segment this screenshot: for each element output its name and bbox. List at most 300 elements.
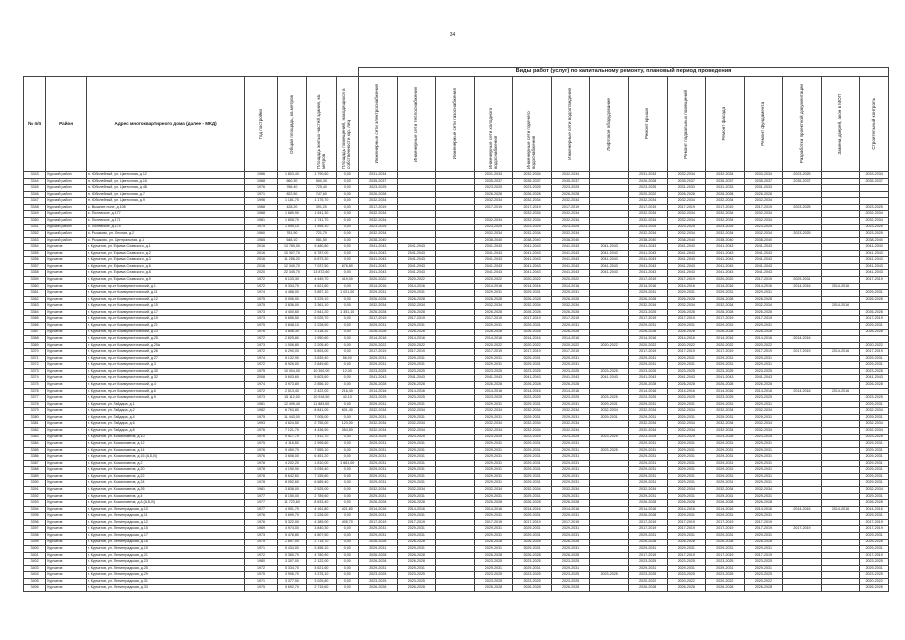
table-cell: 2035-2037 — [706, 178, 745, 185]
table-cell: 2014-2016 — [783, 283, 822, 290]
table-cell: 2029-2031 — [474, 526, 513, 533]
table-cell: 2041-2043 — [397, 375, 436, 382]
table-cell: 2038-2040 — [706, 237, 745, 244]
table-cell: 2029-2031 — [667, 322, 706, 329]
table-cell: Курчатов — [46, 500, 87, 507]
table-cell: 1 790,60 — [307, 172, 336, 179]
table-cell: 2020-2022 — [628, 191, 667, 198]
table-cell: 11 258,20 — [277, 257, 306, 264]
table-cell: г. Курчатов, ул. Космонавтов, д.26 — [86, 487, 244, 494]
table-cell: 1 175,70 — [307, 198, 336, 205]
table-cell: 4 116,50 — [277, 441, 306, 448]
table-cell: 2035-2037 — [860, 178, 889, 185]
table-cell: 2032-2034 — [590, 408, 629, 415]
table-cell: 1978 — [245, 473, 277, 480]
table-cell: 11 883,60 — [307, 401, 336, 408]
table-cell: 2020-2022 — [860, 342, 889, 349]
table-cell: 2026-2028 — [744, 539, 783, 546]
table-cell: г. Курчатов, пр-кт Коммунистический, д.26 — [86, 349, 244, 356]
table-cell: 2032-2034 — [667, 198, 706, 205]
table-cell: 15 112,00 — [277, 395, 306, 402]
table-cell: 2023-2025 — [474, 434, 513, 441]
table-cell: 2029-2031 — [397, 362, 436, 369]
table-cell: 2041-2043 — [551, 250, 590, 257]
table-cell: 2023-2025 — [667, 368, 706, 375]
table-cell: 2023-2025 — [706, 434, 745, 441]
table-cell: 3380 — [24, 414, 46, 421]
table-cell: 747,60 — [307, 191, 336, 198]
table-cell: 2020-2022 — [551, 277, 590, 284]
table-cell: 1 950,60 — [307, 336, 336, 343]
table-cell: 2029-2031 — [551, 362, 590, 369]
table-cell: 2029-2031 — [513, 401, 552, 408]
table-cell: 2032-2034 — [474, 487, 513, 494]
table-cell: Курчатов — [46, 559, 87, 566]
table-cell: 2041-2043 — [706, 270, 745, 277]
table-cell: 2014-2016 — [628, 336, 667, 343]
table-cell: 2026-2028 — [628, 585, 667, 592]
table-cell: 3363 — [24, 303, 46, 310]
table-cell: 2032-2034 — [474, 217, 513, 224]
table-cell: 2029-2031 — [706, 290, 745, 297]
table-cell: 1976 — [245, 185, 277, 192]
table-cell: 0,00 — [336, 473, 358, 480]
table-cell: 0,00 — [336, 185, 358, 192]
table-cell: 2023-2025 — [474, 185, 513, 192]
table-cell: 2029-2031 — [474, 532, 513, 539]
table-cell: 0,00 — [336, 191, 358, 198]
table-cell: 1 595,10 — [307, 224, 336, 231]
table-cell: 4 621,60 — [307, 565, 336, 572]
table-cell: 1975 — [245, 303, 277, 310]
table-cell: 3 361,10 — [307, 303, 336, 310]
table-cell: 2014-2016 — [821, 283, 860, 290]
table-cell: 2029-2031 — [551, 526, 590, 533]
table-cell: 2026-2028 — [860, 296, 889, 303]
table-cell: 2017-2019 — [551, 519, 590, 526]
table-cell: 2026-2028 — [474, 585, 513, 592]
table-cell: 2029-2031 — [474, 513, 513, 520]
table-cell: 676,80 — [336, 263, 358, 270]
table-cell: 13 872,60 — [307, 270, 336, 277]
table-cell: г. Курчатов, пр-кт Коммунистический, д.4 — [86, 382, 244, 389]
table-cell: 2026-2028 — [397, 296, 436, 303]
table-cell: 1975 — [245, 414, 277, 421]
table-cell: 216,40 — [336, 388, 358, 395]
table-cell: 0,00 — [336, 231, 358, 238]
table-cell: 8 926,00 — [277, 362, 306, 369]
table-cell: Курчатов — [46, 263, 87, 270]
header-work-col: Лифтовое оборудование — [590, 77, 629, 172]
table-cell: 2029-2031 — [397, 467, 436, 474]
table-cell: 2023-2025 — [513, 395, 552, 402]
table-cell: 2029-2031 — [397, 447, 436, 454]
table-cell: 2029-2031 — [474, 493, 513, 500]
table-cell: 3 840,30 — [307, 526, 336, 533]
table-cell: 2017-2019 — [667, 204, 706, 211]
table-cell: 7 412,70 — [307, 434, 336, 441]
table-cell: Курчатов — [46, 349, 87, 356]
table-cell: г. Курчатов, пр-кт Коммунистический, д.21 — [86, 322, 244, 329]
table-cell: 2032-2034 — [667, 231, 706, 238]
table-cell: 2041-2043 — [860, 270, 889, 277]
table-cell: 2029-2031 — [628, 565, 667, 572]
table-cell: 0,00 — [336, 283, 358, 290]
table-cell: 2029-2031 — [744, 467, 783, 474]
table-cell: 2029-2031 — [551, 532, 590, 539]
table-cell: 2017-2019 — [860, 316, 889, 323]
table-cell: 2029-2031 — [513, 441, 552, 448]
table-cell: 9 517,70 — [277, 434, 306, 441]
table-cell: 2032-2034 — [628, 198, 667, 205]
table-cell: 2029-2031 — [860, 414, 889, 421]
table-cell: 3 838,00 — [277, 487, 306, 494]
table-cell: 2026-2028 — [359, 559, 398, 566]
table-cell: 2029-2031 — [551, 355, 590, 362]
table-cell: 2038-2040 — [667, 237, 706, 244]
table-cell: г. Курчатов, ул. Гайдара, д.6 — [86, 421, 244, 428]
table-cell: 2023-2025 — [860, 559, 889, 566]
table-cell: 1974 — [245, 355, 277, 362]
table-cell: 6 689,40 — [307, 480, 336, 487]
table-cell: 1975 — [245, 224, 277, 231]
table-cell: 3404 — [24, 572, 46, 579]
table-cell: Курчатов — [46, 460, 87, 467]
table-cell: 0,00 — [336, 204, 358, 211]
table-cell: 2029-2031 — [513, 414, 552, 421]
table-cell: 2026-2028 — [359, 382, 398, 389]
table-cell: 2023-2025 — [397, 434, 436, 441]
table-cell: 3368 — [24, 336, 46, 343]
table-cell: 2041-2043 — [860, 257, 889, 264]
table-cell: г. Курчатов, ул. Космонавтов, д.4 — [86, 493, 244, 500]
table-cell: 2023-2025 — [667, 395, 706, 402]
table-cell: 2029-2031 — [706, 454, 745, 461]
table-cell: Курчатов — [46, 480, 87, 487]
table-cell: 2029-2031 — [667, 546, 706, 553]
table-cell: 5 603,60 — [307, 375, 336, 382]
table-cell: 2023-2025 — [513, 368, 552, 375]
table-cell: 2032-2034 — [667, 421, 706, 428]
table-cell: 3346 — [24, 191, 46, 198]
table-cell: 1973 — [245, 342, 277, 349]
table-cell: 1980 — [245, 559, 277, 566]
table-cell: г. Курчатов, ул. Ефима Славского, д.2 — [86, 250, 244, 257]
table-cell: 2032-2034 — [860, 217, 889, 224]
table-cell: 5 132,90 — [277, 355, 306, 362]
table-cell: 2026-2028 — [359, 309, 398, 316]
table-cell: 2023-2025 — [860, 572, 889, 579]
table-cell: 2023-2025 — [551, 572, 590, 579]
table-cell: 725,40 — [307, 185, 336, 192]
table-cell: 3 699,70 — [277, 513, 306, 520]
table-cell: 5 603,60 — [277, 375, 306, 382]
table-cell: 2026-2028 — [744, 500, 783, 507]
table-cell: 1973 — [245, 316, 277, 323]
table-cell: Курчатов — [46, 322, 87, 329]
table-cell: 1981 — [245, 487, 277, 494]
table-cell: 12,00 — [336, 368, 358, 375]
table-cell: 354,50 — [336, 427, 358, 434]
table-cell: 2032-2034 — [359, 231, 398, 238]
table-cell: 22 345,70 — [277, 270, 306, 277]
table-cell: Курчатов — [46, 408, 87, 415]
table-cell: 56,00 — [336, 355, 358, 362]
table-cell: 0,00 — [336, 565, 358, 572]
table-cell: 1975 — [245, 368, 277, 375]
table-cell: 2029-2031 — [474, 401, 513, 408]
table-cell: 2029-2031 — [667, 532, 706, 539]
table-cell: 2017-2019 — [706, 519, 745, 526]
table-cell: 781,90 — [277, 231, 306, 238]
table-cell: г. Курчатов, ул. Ефима Славского, д.8 — [86, 270, 244, 277]
table-cell: 3384 — [24, 441, 46, 448]
table-cell: 0,00 — [336, 329, 358, 336]
table-cell: Курчатов — [46, 401, 87, 408]
table-cell: 2029-2031 — [706, 513, 745, 520]
table-cell: Курский район — [46, 224, 87, 231]
table-cell: 2029-2031 — [474, 565, 513, 572]
table-cell: 3 848,10 — [277, 322, 306, 329]
table-cell: 2041-2043 — [590, 263, 629, 270]
table-cell: 2017-2019 — [706, 349, 745, 356]
table-cell: 2 715,60 — [307, 585, 336, 592]
table-cell: 2014-2016 — [359, 506, 398, 513]
table-cell: 2014-2016 — [397, 506, 436, 513]
table-cell: 1 808,70 — [277, 217, 306, 224]
table-cell: 2029-2031 — [628, 355, 667, 362]
table-cell: 10 918,50 — [307, 395, 336, 402]
table-cell: 2029-2031 — [706, 414, 745, 421]
table-cell: 3382 — [24, 427, 46, 434]
table-cell: 4 974,00 — [277, 526, 306, 533]
table-cell: 0,00 — [336, 270, 358, 277]
header-work-col: Ремонт подвальных помещений — [667, 77, 706, 172]
table-cell: 1 803,40 — [277, 172, 306, 179]
table-cell: 2017-2019 — [860, 552, 889, 559]
table-cell: 7 121,70 — [277, 427, 306, 434]
table-cell: 2032-2034 — [860, 421, 889, 428]
table-cell: г. Курчатов, ул. Гайдара, д.1 — [86, 401, 244, 408]
table-cell: 3377 — [24, 395, 46, 402]
table-cell: Курчатов — [46, 342, 87, 349]
table-cell: 2014-2016 — [359, 283, 398, 290]
table-cell: 2029-2031 — [359, 362, 398, 369]
table-cell: 2029-2031 — [706, 447, 745, 454]
table-cell: 3405 — [24, 578, 46, 585]
table-cell: 2032-2034 — [513, 427, 552, 434]
table-cell: 2029-2031 — [590, 401, 629, 408]
table-cell: 421,80 — [336, 506, 358, 513]
table-cell: Курчатов — [46, 473, 87, 480]
table-cell: 123,00 — [336, 421, 358, 428]
table-cell: 2041-2043 — [706, 244, 745, 251]
table-cell: 2023-2025 — [860, 204, 889, 211]
table-cell: 2029-2031 — [474, 460, 513, 467]
table-cell: 0,00 — [336, 382, 358, 389]
table-cell: 2014-2016 — [513, 388, 552, 395]
table-cell: 2029-2031 — [628, 493, 667, 500]
table-cell: 13 780,00 — [277, 244, 306, 251]
table-cell: 0,00 — [336, 585, 358, 592]
table-cell: 2017-2019 — [667, 277, 706, 284]
table-cell: 2032-2034 — [628, 408, 667, 415]
table-cell: 2 897,00 — [277, 539, 306, 546]
table-cell: 2017-2019 — [744, 519, 783, 526]
table-cell: 2041-2043 — [667, 375, 706, 382]
table-cell: с. Рышково, ул. Лесная, д.2 — [86, 231, 244, 238]
table-cell: г. Курчатов, ул. Ленинградская, д.11 — [86, 513, 244, 520]
table-cell: 2029-2031 — [551, 565, 590, 572]
table-cell: г. Курчатов, ул. Ленинградская, д.33 — [86, 585, 244, 592]
table-cell: 2029-2031 — [397, 290, 436, 297]
table-cell: 2041-2043 — [590, 250, 629, 257]
table-cell: 2029-2031 — [359, 526, 398, 533]
table-cell: 2038-2040 — [474, 237, 513, 244]
table-cell: 2020-2022 — [474, 342, 513, 349]
table-cell: 3406 — [24, 585, 46, 592]
table-cell: г. Курчатов, ул. Ленинградская, д.29 — [86, 572, 244, 579]
table-cell: 0,00 — [336, 375, 358, 382]
table-cell: 0,00 — [336, 434, 358, 441]
table-cell: 2017-2019 — [706, 204, 745, 211]
table-cell: 2029-2031 — [628, 414, 667, 421]
header-spacer — [24, 68, 359, 77]
table-cell: 2029-2031 — [551, 401, 590, 408]
table-cell: 2014-2016 — [706, 336, 745, 343]
table-cell: 2023-2025 — [474, 578, 513, 585]
table-cell: 1969 — [245, 526, 277, 533]
table-cell: 2031-2034 — [359, 172, 398, 179]
table-cell: 2026-2028 — [397, 382, 436, 389]
table-cell: 3354 — [24, 244, 46, 251]
table-cell: 2029-2031 — [860, 454, 889, 461]
table-cell: 2029-2031 — [667, 401, 706, 408]
table-cell: 2029-2031 — [474, 447, 513, 454]
table-cell: 2023-2025 — [783, 231, 822, 238]
table-cell: 2026-2028 — [513, 539, 552, 546]
table-cell: 2020-2022 — [359, 277, 398, 284]
table-cell: 2026-2028 — [706, 296, 745, 303]
table-cell: 2029-2031 — [628, 454, 667, 461]
table-cell: 2026-2028 — [474, 309, 513, 316]
table-cell: 3374 — [24, 375, 46, 382]
table-cell: 2032-2034 — [551, 408, 590, 415]
table-cell: 2041-2043 — [397, 250, 436, 257]
table-cell: 2032-2034 — [667, 487, 706, 494]
table-cell: 2023-2025 — [860, 224, 889, 231]
table-cell: 2035-2037 — [783, 178, 822, 185]
table-cell: 2023-2025 — [628, 368, 667, 375]
table-cell: 4 436,90 — [307, 427, 336, 434]
table-cell: 2035-2037 — [551, 178, 590, 185]
table-cell: 2017-2019 — [513, 519, 552, 526]
table-cell: г. Курчатов, ул. Гайдара, д.2 — [86, 408, 244, 415]
table-cell: 2031-2033 — [706, 185, 745, 192]
table-cell: 6 451,20 — [307, 454, 336, 461]
table-cell: 2029-2031 — [667, 513, 706, 520]
header-work-col: Замена дверей, окон в МОП — [821, 77, 860, 172]
table-cell: 0,00 — [336, 467, 358, 474]
table-cell: 428,20 — [277, 204, 306, 211]
table-cell: г. Курчатов, ул. Ефима Славского, д.3 — [86, 257, 244, 264]
page-number: 34 — [449, 32, 456, 38]
table-cell: 2014-2016 — [667, 388, 706, 395]
table-cell: 2032-2034 — [359, 408, 398, 415]
table-cell: 2032-2034 — [860, 211, 889, 218]
table-cell: 2032-2034 — [551, 421, 590, 428]
table-cell: 3 806,30 — [277, 329, 306, 336]
table-cell: 2026-2028 — [667, 585, 706, 592]
table-cell: 2014-2016 — [474, 283, 513, 290]
table-cell: 2026-2028 — [513, 296, 552, 303]
table-cell: 2026-2028 — [513, 552, 552, 559]
table-cell: 2032-2034 — [744, 408, 783, 415]
table-cell: 2041-2043 — [474, 257, 513, 264]
table-cell: 0,00 — [336, 532, 358, 539]
table-cell: 2026-2028 — [551, 309, 590, 316]
table-cell: Курский район — [46, 198, 87, 205]
table-cell: 2026-2028 — [474, 552, 513, 559]
table-cell: 2023-2025 — [474, 395, 513, 402]
table-cell: г. Курчатов, пр-кт Коммунистический, д.23 — [86, 329, 244, 336]
table-cell: 0,00 — [336, 336, 358, 343]
table-cell: 4 449,70 — [307, 277, 336, 284]
table-cell: 4 780,90 — [307, 552, 336, 559]
table-cell: 1982 — [245, 408, 277, 415]
table-cell: 2017-2019 — [551, 316, 590, 323]
table-cell: 2026-2028 — [744, 382, 783, 389]
table-cell: 0,00 — [336, 559, 358, 566]
table-cell: 3373 — [24, 368, 46, 375]
table-cell: 2029-2031 — [744, 322, 783, 329]
header-work-col: Ремонт крыши — [628, 77, 667, 172]
table-cell: 3 836,00 — [277, 303, 306, 310]
table-cell: 2032-2034 — [551, 427, 590, 434]
table-cell: 2038-2040 — [551, 237, 590, 244]
table-cell: 2029-2031 — [860, 441, 889, 448]
table-row — [24, 585, 889, 592]
table-cell: 2026-2028 — [513, 329, 552, 336]
table-cell: 2017-2019 — [744, 526, 783, 533]
table-cell: 2029-2031 — [551, 447, 590, 454]
table-cell: 2017-2019 — [860, 519, 889, 526]
table-cell: 1976 — [245, 454, 277, 461]
table-cell: 2032-2034 — [860, 487, 889, 494]
table-cell: 2014-2016 — [667, 336, 706, 343]
table-cell: 648,10 — [277, 237, 306, 244]
table-cell: 2029-2031 — [706, 467, 745, 474]
table-cell: 2029-2031 — [359, 473, 398, 480]
table-cell: 2029-2031 — [397, 480, 436, 487]
table-cell: 2029-2031 — [706, 362, 745, 369]
table-cell: 2023-2025 — [551, 224, 590, 231]
table-cell: 3396 — [24, 519, 46, 526]
header-year-built: Год постройки — [245, 77, 277, 172]
table-cell: 2017-2019 — [513, 204, 552, 211]
table-cell: 2 205,40 — [307, 342, 336, 349]
table-cell: 2029-2031 — [744, 290, 783, 297]
table-cell: 2032-2034 — [551, 487, 590, 494]
table-cell: 10 392,00 — [307, 368, 336, 375]
table-cell: Курчатов — [46, 395, 87, 402]
table-cell: 2029-2031 — [667, 441, 706, 448]
table-cell: 2029-2031 — [860, 493, 889, 500]
table-cell: 2023-2025 — [551, 395, 590, 402]
capital-repair-table-sheet — [23, 67, 889, 592]
table-cell: 2023-2025 — [590, 447, 629, 454]
table-cell: 2017-2019 — [513, 349, 552, 356]
